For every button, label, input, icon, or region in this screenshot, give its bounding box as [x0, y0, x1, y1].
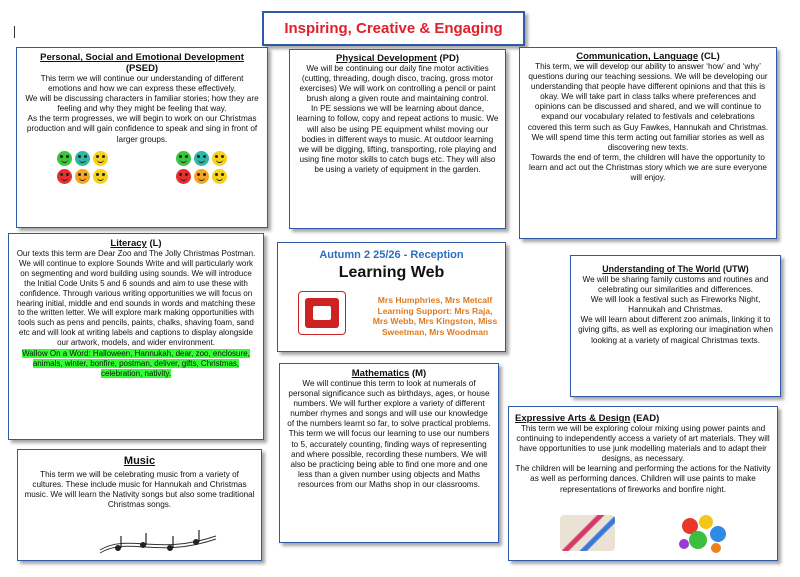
- cl-text-1: This term, we will develop our ability to answer ‘how’ and ‘why’ questions during our teaching sessions. We will be developing our understanding that people have different opinions and that this is okay. We will take part in class talks where preferences and opinions can be discussed and shared, and we will continue to expand our vocabulary related to festivals and celebrations covered this term such as Guy Fawkes, Hannukah and Christmas.: [527, 62, 769, 132]
- utw-text-1: We will be sharing family customs and routines and celebrating our similarities and differences.: [582, 275, 769, 295]
- ead-box: [508, 406, 778, 561]
- ead-heading: Expressive Arts & Design (EAD): [515, 413, 660, 424]
- utw-text-2: We will look a festival such as Fireworks Night, Hannukah and Christmas.: [590, 295, 761, 315]
- staff-list: Mrs Humphries, Mrs Metcalf Learning Support: Mrs Raja, Mrs Webb, Mrs Kingston, Miss Sweetman, Mrs Woodman: [372, 295, 498, 337]
- paint-brushes-image: [560, 515, 615, 551]
- literacy-heading: Literacy (L): [110, 238, 162, 249]
- ead-text-2: The children will be learning and performing the actions for the Nativity as well as performing dances. Children will use paints to make representations of fireworks and bonfire night.: [515, 464, 771, 494]
- title-text: Inspiring, Creative & Engaging: [284, 20, 503, 37]
- smile-face-icon: [212, 151, 227, 166]
- ead-text-1: This term we will be exploring colour mixing using power paints and continuing to independently access a variety of art materials. They will have opportunities to use junk modelling materials and to adapt their designs, as necessary.: [516, 424, 770, 464]
- term-title: Autumn 2 25/26 - Reception: [319, 249, 464, 261]
- emotion-faces-right: [176, 151, 227, 184]
- happy-face-icon: [57, 151, 72, 166]
- maths-heading: Mathematics (M): [351, 368, 427, 379]
- psed-heading-abbr: (PSED): [125, 63, 159, 74]
- calm-face-icon: [75, 151, 90, 166]
- emotion-faces-left: [57, 151, 108, 184]
- angry-face-icon: [57, 169, 72, 184]
- cl-text-3: Towards the end of term, the children will have the opportunity to learn and act out the Christmas story which we are sure everyone will enjoy.: [528, 152, 767, 183]
- wallow-on-a-word: Wallow On a Word: Halloween, Hannukah, dear, zoo, enclosure, animals, winter, bonfire, postman, deliver, gifts, Christmas, celebration, nativity.: [22, 349, 250, 378]
- smile-face-icon: [93, 151, 108, 166]
- maths-box: [279, 363, 499, 543]
- surprised-face-icon: [75, 169, 90, 184]
- maths-text-1: We will continue this term to look at numerals of personal significance such as birthdays, ages, or house numbers. We will further explore a variety of different number rhymes and songs and will use our knowledge of the numbers learnt so far, to solve practical problems. This term we will focus our learning to use our numbers to 5, accurately counting, finding ways of representing and where possible, recording these numbers. We will also be practicing being able to find one more and one less than a given number using objects and Maths resources from our Maths shop in our classrooms.: [287, 379, 491, 489]
- psed-box: [16, 47, 268, 228]
- cl-heading: Communication, Language (CL): [576, 51, 720, 62]
- pd-heading: Physical Development (PD): [335, 53, 460, 64]
- school-logo: [298, 291, 346, 335]
- calm-face-icon: [194, 151, 209, 166]
- page-title: [262, 11, 525, 46]
- learning-web-title: Learning Web: [338, 264, 445, 281]
- psed-heading: Personal, Social and Emotional Development: [40, 52, 244, 63]
- emotions-images: [23, 151, 261, 184]
- laugh-face-icon: [212, 169, 227, 184]
- pd-text-1: We will be continuing our daily fine motor activities (cutting, threading, dough disco, tracing, gross motor exercises) We will work on controlling a pencil or paint brush along a given route and maintaining control.: [299, 64, 496, 104]
- literacy-text-1: Our texts this term are Dear Zoo and The Jolly Christmas Postman. We will continue to explore Sounds Write and will particularly work on segmenting and word building using sounds. We will introduce the Initial Code Units 5 and 6 sounds and aim to use these with confidence. Through various writing opportunities we will focus on hearing initial, middle and end sounds in words and matching these to the written letter. We will explore mark making opportunities with tools such as pens and pencils, paints, chalks, shaving foam, sand etc and will look at writing labels and captions to display alongside our artwork, models, and wider environment.: [16, 249, 256, 348]
- literacy-box: [8, 233, 264, 440]
- utw-heading: Understanding of The World (UTW): [602, 264, 749, 274]
- utw-box: [570, 255, 781, 397]
- music-text-1: This term we will be celebrating music from a variety of cultures. These include music for Hannukah and Christmas music. We will learn the Nativity songs but also some traditional Christmas songs.: [24, 470, 255, 510]
- psed-text-1: This term we will continue our understanding of different emotions and how we can express these effectively.: [40, 74, 244, 94]
- paint-splash-icon: [672, 512, 732, 556]
- laugh-face-icon: [93, 169, 108, 184]
- surprised-face-icon: [194, 169, 209, 184]
- cursor-bar: [14, 26, 15, 38]
- pd-box: [289, 49, 506, 229]
- cl-text-2: We will spend time this term acting out familiar stories as well as discovering new texts.: [531, 132, 765, 152]
- learning-web-box: [277, 242, 506, 352]
- angry-face-icon: [176, 169, 191, 184]
- music-heading: Music: [123, 455, 156, 467]
- psed-text-3: As the term progresses, we will begin to work on our Christmas production and will gain confidence to speak and sing in front of larger groups.: [26, 114, 258, 144]
- happy-face-icon: [176, 151, 191, 166]
- utw-text-3: We will learn about different zoo animals, linking it to giving gifts, as well as exploring our imagination when looking at a variety of magical Christmas texts.: [578, 315, 773, 345]
- psed-text-2: We will be discussing characters in familiar stories; how they are feeling and why they might be feeling that way.: [25, 94, 259, 114]
- cl-box: [519, 47, 777, 239]
- music-notes-icon: [98, 528, 218, 558]
- pd-text-2: In PE sessions we will be learning about dance, learning to follow, copy and repeat actions to music. We will also be using PE equipment whilst moving our bodies in different ways to music. At outdoor learning we will be digging, lifting, transporting, role playing and using fine motor skills to catch bugs etc. They will also be using a variety of equipment in the garden.: [296, 104, 499, 174]
